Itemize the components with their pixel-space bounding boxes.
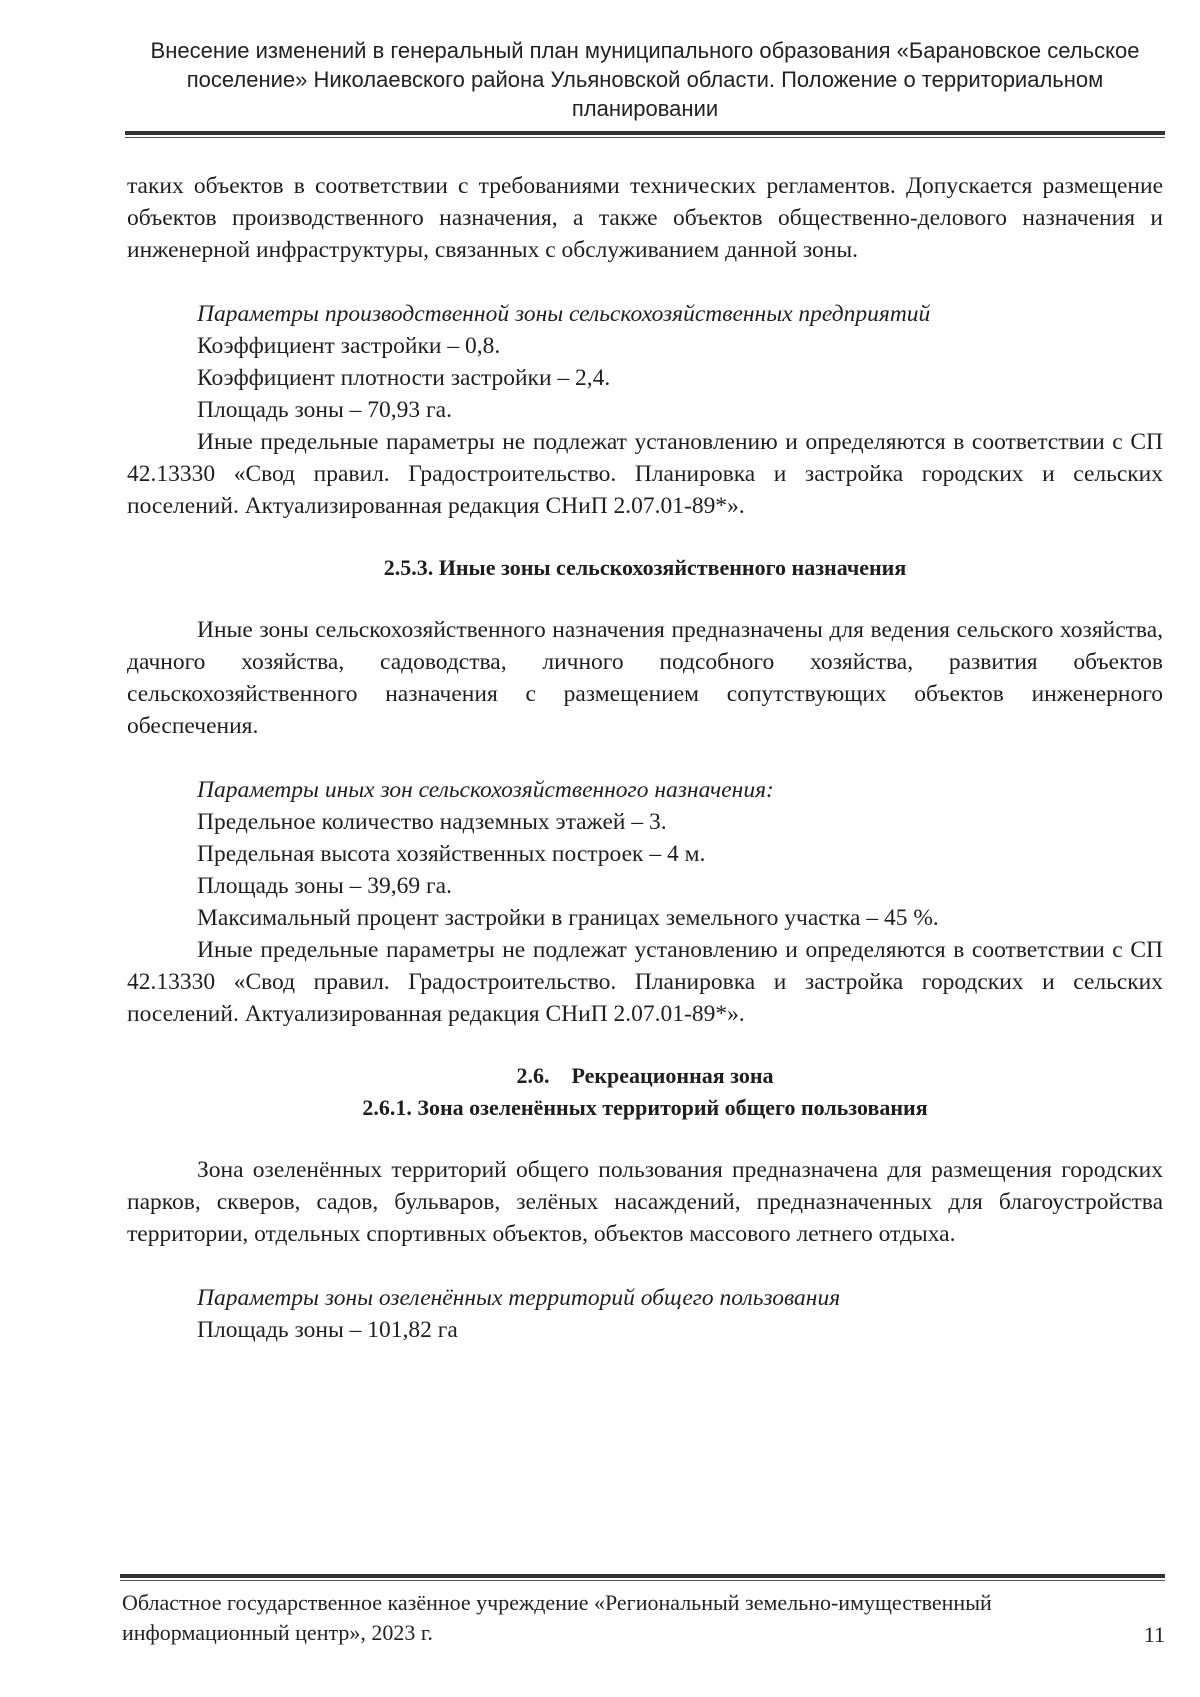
section-heading-2-6: 2.6. Рекреационная зона: [516, 1063, 774, 1088]
agri-zone-params-title: Параметры иных зон сельскохозяйственного назначения:: [197, 777, 774, 803]
page-number: 11: [1143, 1622, 1165, 1647]
document-body: [127, 170, 1163, 1346]
section-heading-2-6-1: 2.6.1. Зона озеленённых территорий общего пользования: [362, 1095, 928, 1120]
agri-zone-param-4: Максимальный процент застройки в границах земельного участка – 45 %.: [197, 905, 939, 931]
agri-zone-param-3: Площадь зоны – 39,69 га.: [197, 873, 452, 899]
production-zone-param-3: Площадь зоны – 70,93 га.: [197, 397, 452, 423]
footer-divider-thin: [120, 1580, 1165, 1581]
agri-zone-description: Иные зоны сельскохозяйственного назначения предназначены для ведения сельского хозяйства, дачного хозяйства, садоводства, личного подсобного хозяйства, развития объектов сельскохозяйственного назначения с размещением сопутствующих объектов инженерного обеспечения.: [127, 617, 1163, 739]
green-zone-params-title: Параметры зоны озеленённых территорий общего пользования: [197, 1285, 841, 1311]
header-divider-thick: [125, 131, 1165, 135]
footer-organization: Областное государственное казённое учреждение «Региональный земельно-имущественный информационный центр», 2023 г.: [122, 1590, 992, 1645]
section-heading-2-5-3: 2.5.3. Иные зоны сельскохозяйственного назначения: [383, 555, 907, 580]
header-divider-thin: [125, 137, 1165, 138]
footer-divider-thick: [120, 1574, 1165, 1578]
agri-zone-param-1: Предельное количество надземных этажей – 3.: [197, 809, 667, 835]
green-zone-param-1: Площадь зоны – 101,82 га: [197, 1317, 458, 1343]
intro-paragraph: таких объектов в соответствии с требованиями технических регламентов. Допускается размещение объектов производственного назначения, а также объектов общественно-делового назначения и инженерной инфраструктуры, связанных с обслуживанием данной зоны.: [127, 173, 1163, 263]
agri-zone-other-params: Иные предельные параметры не подлежат установлению и определяются в соответствии с СП 42.13330 «Свод правил. Градостроительство. Планировка и застройка городских и сельских поселений. Актуализированная редакция СНиП 2.07.01-89*».: [127, 937, 1163, 1027]
page-header-title: Внесение изменений в генеральный план муниципального образования «Барановское сельское поселение» Николаевского района Ульяновской области. Положение о территориальном планировании: [150, 38, 1140, 121]
agri-zone-param-2: Предельная высота хозяйственных построек – 4 м.: [197, 841, 706, 867]
green-zone-description: Зона озеленённых территорий общего пользования предназначена для размещения городских парков, скверов, садов, бульваров, зелёных насаждений, предназначенных для благоустройства территории, отдельных спортивных объектов, объектов массового летнего отдыха.: [127, 1157, 1163, 1247]
production-zone-other-params: Иные предельные параметры не подлежат установлению и определяются в соответствии с СП 42.13330 «Свод правил. Градостроительство. Планировка и застройка городских и сельских поселений. Актуализированная редакция СНиП 2.07.01-89*».: [127, 429, 1163, 519]
production-zone-param-2: Коэффициент плотности застройки – 2,4.: [197, 365, 611, 391]
production-zone-param-1: Коэффициент застройки – 0,8.: [197, 333, 501, 359]
production-zone-params-title: Параметры производственной зоны сельскохозяйственных предприятий: [197, 301, 931, 327]
